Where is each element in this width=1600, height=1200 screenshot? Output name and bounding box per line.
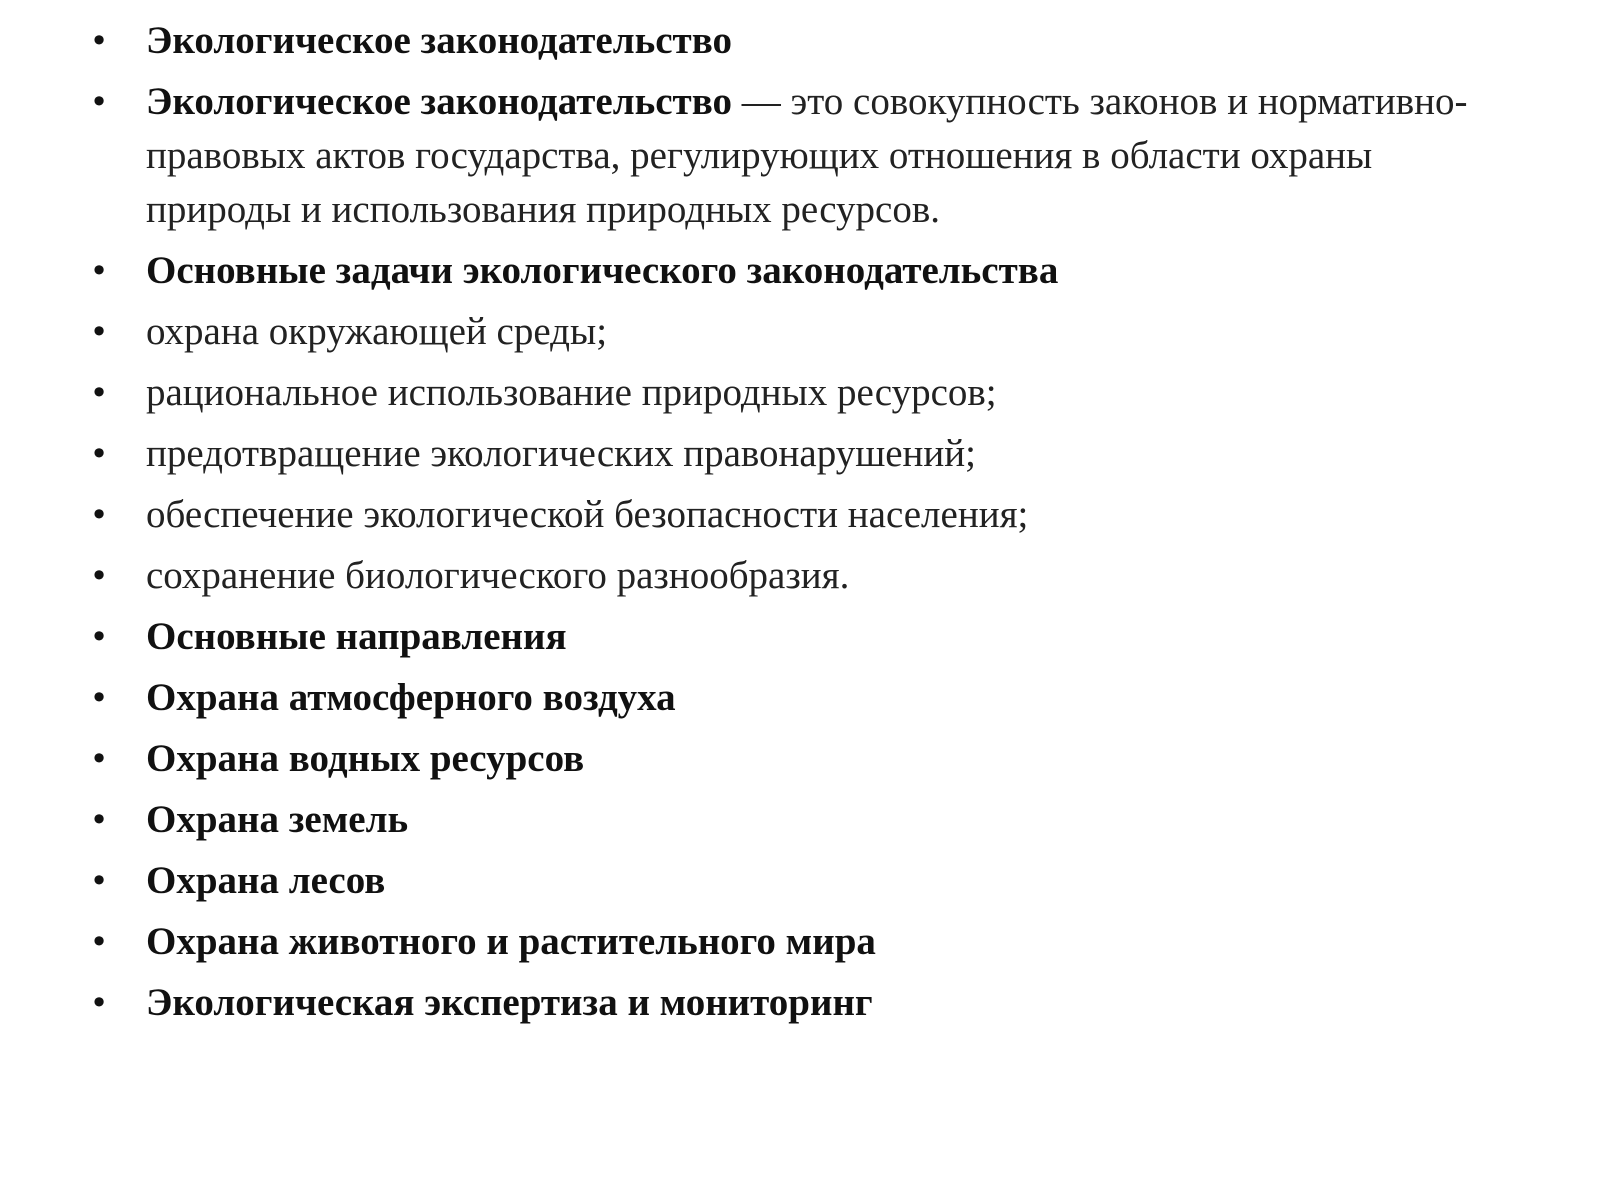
bullet-icon: • bbox=[89, 984, 109, 1022]
list-item bbox=[0, 915, 1600, 969]
item-heading: Охрана водных ресурсов bbox=[146, 737, 585, 780]
item-text: охрана окружающей среды; bbox=[146, 310, 608, 353]
list-item bbox=[0, 488, 1600, 542]
bullet-icon: • bbox=[89, 83, 109, 121]
item-text: рациональное использование природных ресурсов; bbox=[146, 371, 997, 414]
list-item bbox=[0, 75, 1600, 237]
bullet-icon: • bbox=[89, 740, 109, 778]
list-item bbox=[0, 976, 1600, 1030]
bullet-icon: • bbox=[89, 801, 109, 839]
list-item bbox=[0, 732, 1600, 786]
item-heading: Охрана лесов bbox=[146, 859, 386, 902]
item-text: обеспечение экологической безопасности населения; bbox=[146, 493, 1029, 536]
bullet-icon: • bbox=[89, 923, 109, 961]
item-term: Экологическое законодательство bbox=[146, 80, 732, 123]
bullet-icon: • bbox=[89, 496, 109, 534]
bullet-list bbox=[0, 14, 1600, 1030]
list-item bbox=[0, 610, 1600, 664]
item-heading: Экологическое законодательство bbox=[146, 19, 732, 62]
list-item bbox=[0, 244, 1600, 298]
bullet-icon: • bbox=[89, 618, 109, 656]
bullet-icon: • bbox=[89, 252, 109, 290]
item-heading: Основные направления bbox=[146, 615, 567, 658]
item-heading: Экологическая экспертиза и мониторинг bbox=[146, 981, 873, 1024]
list-item bbox=[0, 427, 1600, 481]
list-item bbox=[0, 14, 1600, 68]
bullet-icon: • bbox=[89, 679, 109, 717]
item-heading: Основные задачи экологического законодательства bbox=[146, 249, 1059, 292]
list-item bbox=[0, 305, 1600, 359]
bullet-icon: • bbox=[89, 313, 109, 351]
list-item bbox=[0, 549, 1600, 603]
bullet-icon: • bbox=[89, 374, 109, 412]
item-text: предотвращение экологических правонарушений; bbox=[146, 432, 976, 475]
bullet-icon: • bbox=[89, 435, 109, 473]
item-definition: — это совокупность законов и нормативно-правовых актов государства, регулирующих отношения в области охраны природы и использования природных ресурсов. bbox=[146, 80, 1468, 231]
item-heading: Охрана земель bbox=[146, 798, 409, 841]
bullet-icon: • bbox=[89, 557, 109, 595]
bullet-icon: • bbox=[89, 862, 109, 900]
item-heading: Охрана животного и растительного мира bbox=[146, 920, 876, 963]
list-item bbox=[0, 366, 1600, 420]
item-text: сохранение биологического разнообразия. bbox=[146, 554, 850, 597]
item-heading: Охрана атмосферного воздуха bbox=[146, 676, 676, 719]
list-item bbox=[0, 793, 1600, 847]
list-item bbox=[0, 671, 1600, 725]
slide-content bbox=[0, 14, 1600, 1037]
bullet-icon: • bbox=[89, 22, 109, 60]
list-item bbox=[0, 854, 1600, 908]
